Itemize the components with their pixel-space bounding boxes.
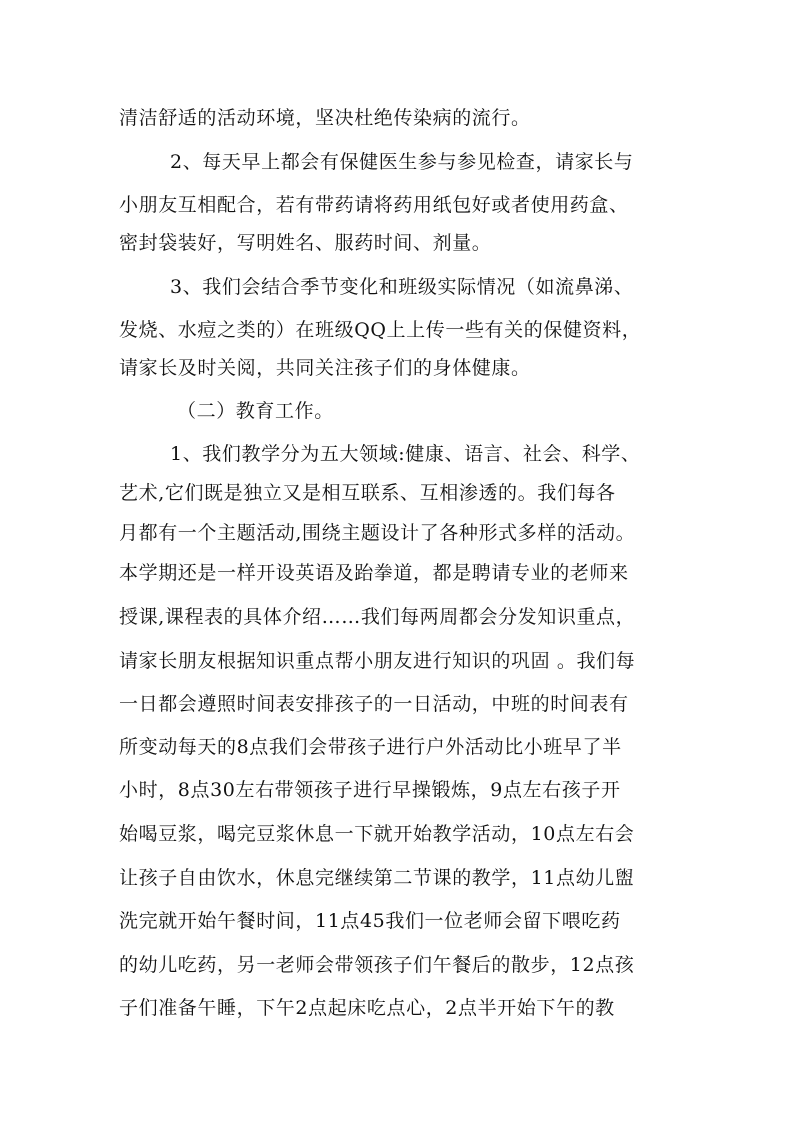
- text-line: 小朋友互相配合，若有带药请将药用纸包好或者使用药盒、: [119, 194, 629, 216]
- text-line: 始喝豆浆，喝完豆浆休息一下就开始教学活动，10点左右会: [119, 823, 635, 845]
- text-line: 1、我们教学分为五大领域:健康、语言、社会、科学、: [170, 443, 641, 465]
- text-line: 的幼儿吃药，另一老师会带领孩子们午餐后的散步，12点孩: [119, 954, 635, 976]
- text-line: 授课,课程表的具体介绍……我们每两周都会分发知识重点，: [119, 606, 636, 628]
- text-line: 艺术,它们既是独立又是相互联系、互相渗透的。我们每各: [119, 482, 616, 504]
- text-line: 发烧、水痘之类的）在班级QQ上上传一些有关的保健资料，: [119, 319, 642, 341]
- text-line: 洗完就开始午餐时间，11点45我们一位老师会留下喂吃药: [119, 910, 621, 932]
- text-line: 请家长朋友根据知识重点帮小朋友进行知识的巩固 。我们每: [119, 650, 636, 672]
- text-line: 2、每天早上都会有保健医生参与参见检查，请家长与: [170, 151, 634, 173]
- text-line: 清洁舒适的活动环境，坚决杜绝传染病的流行。: [119, 107, 531, 129]
- section-heading: （二）教育工作。: [177, 400, 334, 422]
- text-line: 子们准备午睡，下午2点起床吃点心，2点半开始下午的教: [119, 997, 615, 1019]
- text-line: 月都有一个主题活动,围绕主题设计了各种形式多样的活动。: [119, 522, 636, 544]
- text-line: 让孩子自由饮水，休息完继续第二节课的教学，11点幼儿盥: [119, 867, 635, 889]
- text-line: 3、我们会结合季节变化和班级实际情况（如流鼻涕、: [170, 276, 634, 298]
- text-line: 一日都会遵照时间表安排孩子的一日活动，中班的时间表有: [119, 693, 629, 715]
- text-line: 请家长及时关阅，共同关注孩子们的身体健康。: [119, 357, 531, 379]
- text-line: 小时，8点30左右带领孩子进行早操锻炼，9点左右孩子开: [119, 779, 621, 801]
- text-line: 所变动每天的8点我们会带孩子进行户外活动比小班早了半: [119, 736, 622, 758]
- text-line: 本学期还是一样开设英语及跆拳道，都是聘请专业的老师来: [119, 562, 629, 584]
- text-line: 密封袋装好，写明姓名、服药时间、剂量。: [119, 232, 492, 254]
